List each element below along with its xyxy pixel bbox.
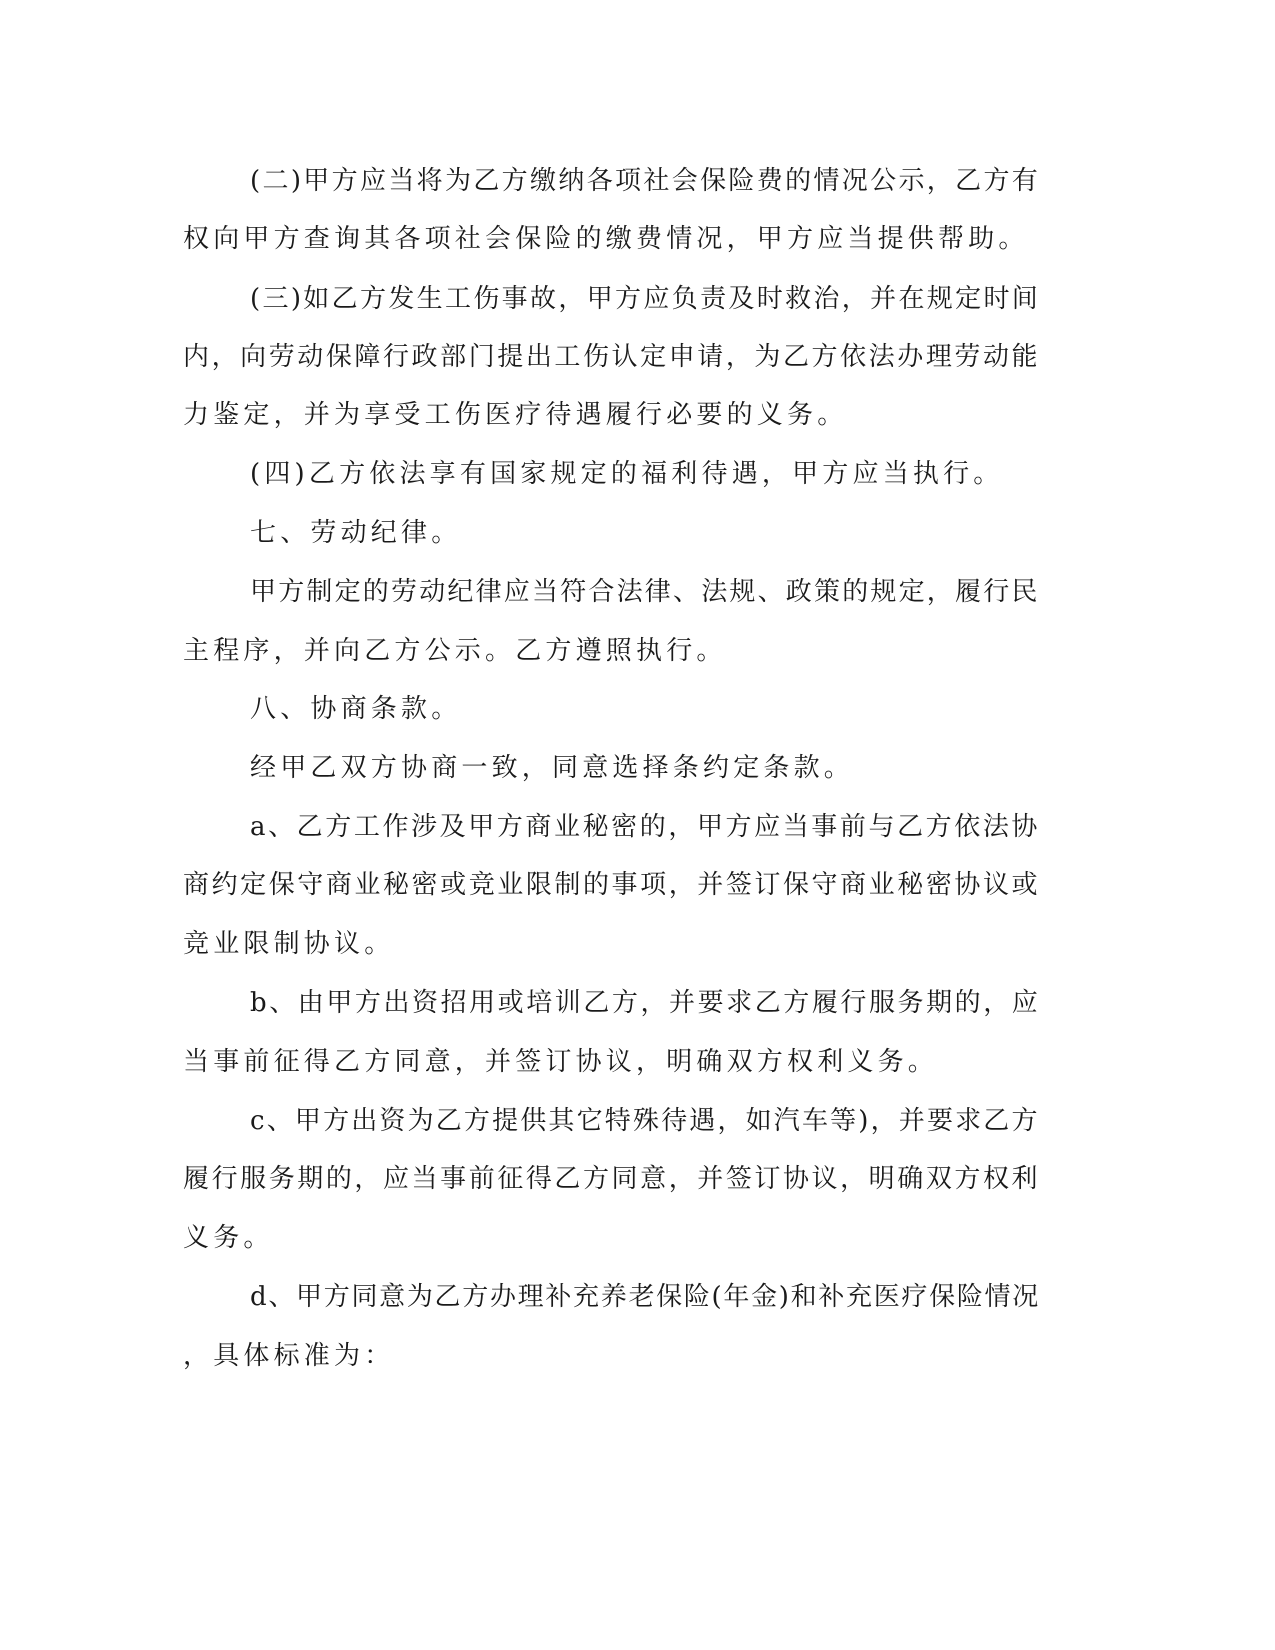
text-line: 经甲乙双方协商一致，同意选择条约定条款。 [250,753,855,783]
text-line: d、甲方同意为乙方办理补充养老保险(年金)和补充医疗保险情况 [250,1282,1040,1312]
text-line: 竞业限制协议。 [183,929,395,959]
text-line: a、乙方工作涉及甲方商业秘密的，甲方应当事前与乙方依法协 [250,812,1041,842]
text-line: (四)乙方依法享有国家规定的福利待遇，甲方应当执行。 [250,459,1004,489]
text-line: 当事前征得乙方同意，并签订协议，明确双方权利义务。 [183,1047,939,1077]
text-line: c、甲方出资为乙方提供其它特殊待遇，如汽车等)，并要求乙方 [250,1106,1040,1136]
text-line: 履行服务期的，应当事前征得乙方同意，并签订协议，明确双方权利 [183,1164,1041,1194]
text-line: (二)甲方应当将为乙方缴纳各项社会保险费的情况公示，乙方有 [250,166,1041,196]
text-line: 甲方制定的劳动纪律应当符合法律、法规、政策的规定，履行民 [250,577,1040,607]
text-line: 主程序，并向乙方公示。乙方遵照执行。 [183,636,727,666]
section-heading: 八、协商条款。 [250,694,462,724]
text-line: ，具体标准为： [183,1341,395,1371]
text-line: 义务。 [183,1223,274,1253]
text-line: b、由甲方出资招用或培训乙方，并要求乙方履行服务期的，应 [250,988,1041,1018]
text-line: 商约定保守商业秘密或竞业限制的事项，并签订保守商业秘密协议或 [183,870,1041,900]
text-line: 权向甲方查询其各项社会保险的缴费情况，甲方应当提供帮助。 [183,224,1029,254]
text-line: 内，向劳动保障行政部门提出工伤认定申请，为乙方依法办理劳动能 [183,342,1041,372]
text-line: (三)如乙方发生工伤事故，甲方应负责及时救治，并在规定时间 [250,284,1041,314]
text-line: 力鉴定，并为享受工伤医疗待遇履行必要的义务。 [183,400,848,430]
section-heading: 七、劳动纪律。 [250,518,462,548]
